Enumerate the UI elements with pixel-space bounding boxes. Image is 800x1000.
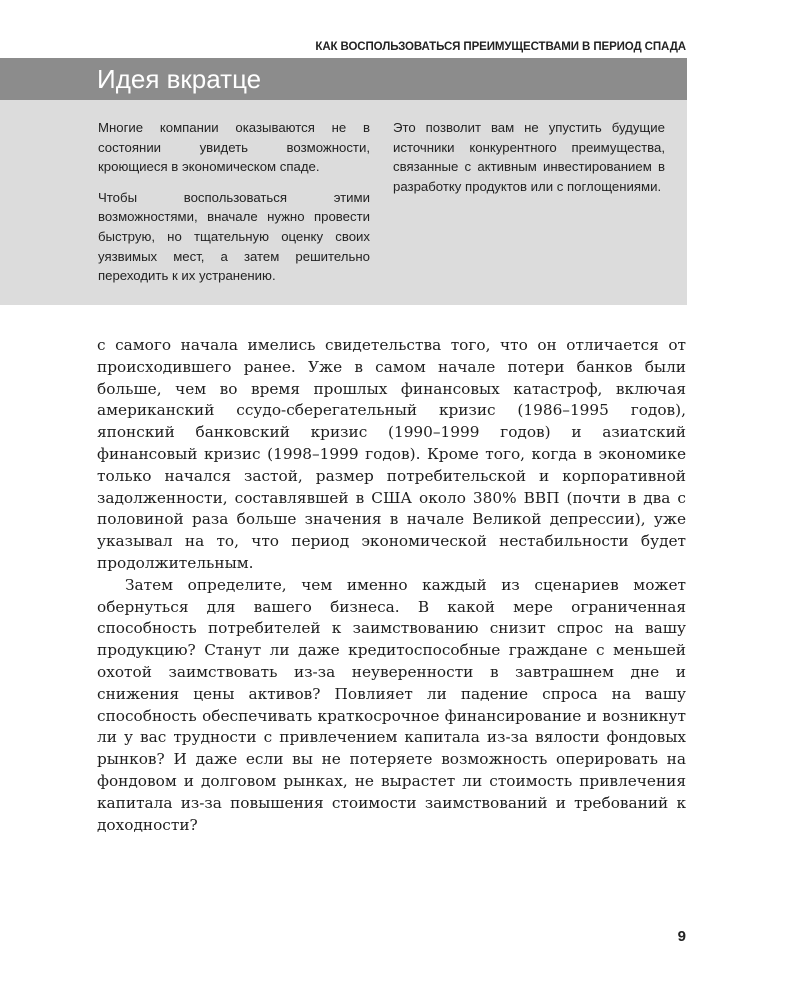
summary-box (0, 58, 687, 305)
body-text (97, 335, 686, 836)
summary-paragraph: Это позволит вам не упустить будущие источники конкурентного преимущества, связанные с активным инвестированием в разработку продуктов или с поглощениями. (393, 120, 665, 194)
summary-header (0, 58, 687, 100)
summary-paragraph: Многие компании оказываются не в состоянии увидеть возможности, кроющиеся в экономическом спаде. (98, 120, 370, 175)
running-head: КАК ВОСПОЛЬЗОВАТЬСЯ ПРЕИМУЩЕСТВАМИ В ПЕРИОД СПАДА (315, 41, 686, 53)
summary-title: Идея вкратце (97, 64, 262, 94)
summary-right-column (393, 118, 665, 207)
summary-left-column (98, 118, 370, 297)
body-paragraph: Затем определите, чем именно каждый из сценариев может обернуться для вашего бизнеса. В какой мере ограниченная способность потребителей к заимствованию снизит спрос на вашу продукцию? Станут ли даже кредитоспособные граждане с меньшей охотой заимствовать из-за неуверенности в завтрашнем дне и снижения цены активов? Повлияет ли падение спроса на вашу способность обеспечивать краткосрочное финансирование и возникнут ли у вас трудности с привлечением капитала из-за вялости фондовых рынков? И даже если вы не потеряете возможность оперировать на фондовом и долговом рынках, не вырастет ли стоимость привлечения капитала из-за повышения стоимости заимствований и требований к доходности? (97, 575, 686, 834)
body-paragraph: с самого начала имелись свидетельства того, что он отличается от происходившего ранее. Уже в самом начале потери банков были больше, чем во время прошлых финансовых катастроф, включая американский ссудо-сберегательный кризис (1986–1995 годов), японский банковский кризис (1990–1999 годов) и азиатский финансовый кризис (1998–1999 годов). Кроме того, когда в экономике только начался застой, размер потребительской и корпоративной задолженности, составлявшей в США около 380% ВВП (почти в два с половиной раза больше значения в начале Великой депрессии), уже указывал на то, что период экономической нестабильности будет продолжительным. (97, 336, 686, 572)
page-number: 9 (677, 928, 686, 945)
summary-paragraph: Чтобы воспользоваться этими возможностями, вначале нужно провести быструю, но тщательную оценку своих уязвимых мест, а затем решительно переходить к их устранению. (98, 189, 370, 284)
